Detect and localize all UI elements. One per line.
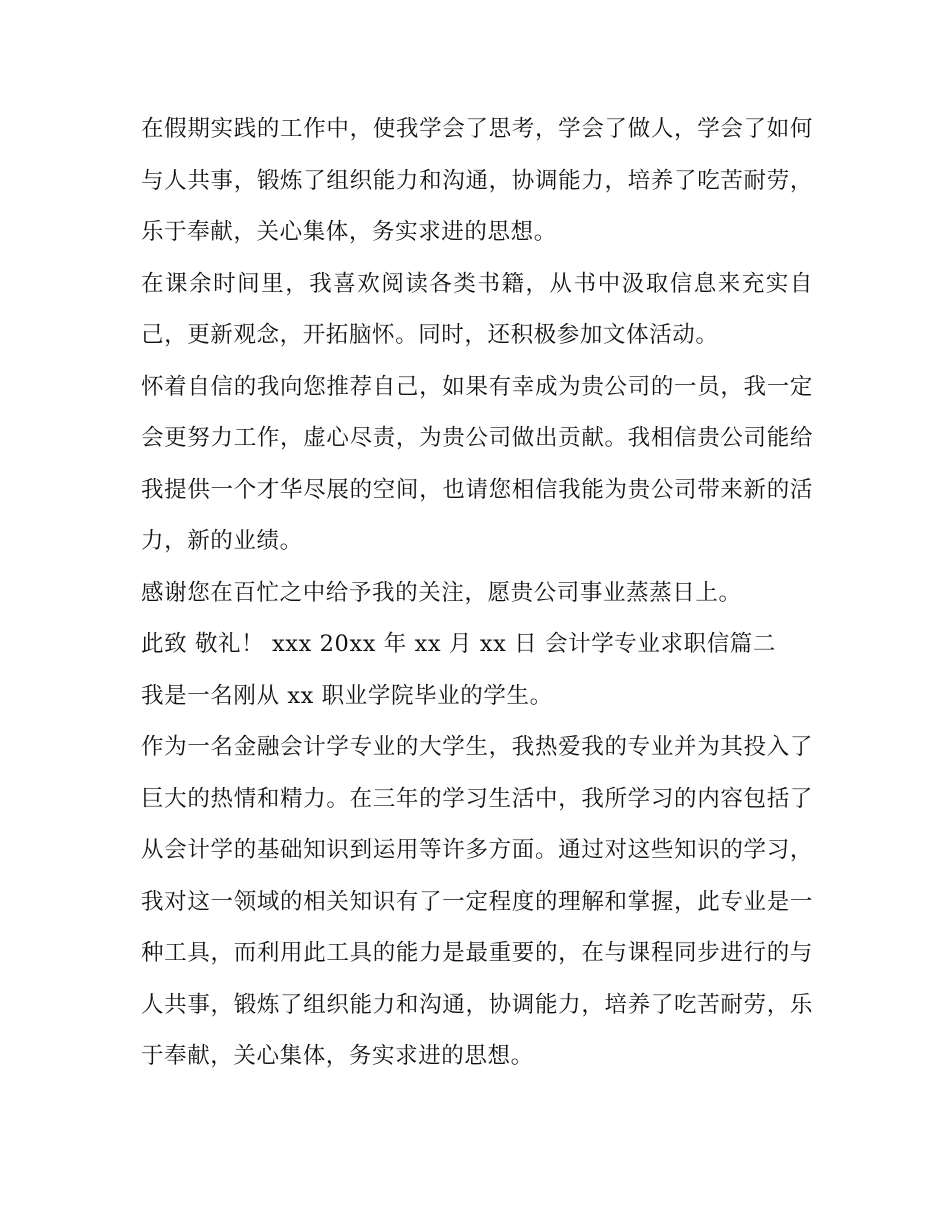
paragraph-major: 作为一名金融会计学专业的大学生，我热爱我的专业并为其投入了巨大的热情和精力。在三年的学习生活中，我所学习的内容包括了从会计学的基础知识到运用等许多方面。通过对这些知识的学习，我对这一领域的相关知识有了一定程度的理解和掌握，此专业是一种工具，而利用此工具的能力是最重要的，在与课程同步进行的与人共事，锻炼了组织能力和沟通，协调能力，培养了吃苦耐劳，乐于奉献，关心集体，务实求进的思想。 — [141, 734, 813, 1069]
paragraph-closing-and-heading: 此致 敬礼！ xxx 20xx 年 xx 月 xx 日 会计学专业求职信篇二 — [141, 631, 777, 657]
paragraph-practice: 在假期实践的工作中，使我学会了思考，学会了做人，学会了如何与人共事，锻炼了组织能力和沟通，协调能力，培养了吃苦耐劳，乐于奉献，关心集体，务实求进的思想。 — [141, 116, 813, 245]
paragraph-spare-time: 在课余时间里，我喜欢阅读各类书籍，从书中汲取信息来充实自己，更新观念，开拓脑怀。同时，还积极参加文体活动。 — [141, 270, 813, 348]
document-body — [141, 104, 813, 1083]
paragraph-recommendation: 怀着自信的我向您推荐自己，如果有幸成为贵公司的一员，我一定会更努力工作，虚心尽责，为贵公司做出贡献。我相信贵公司能给我提供一个才华尽展的空间，也请您相信我能为贵公司带来新的活力，新的业绩。 — [141, 373, 813, 554]
paragraph-thanks: 感谢您在百忙之中给予我的关注，愿贵公司事业蒸蒸日上。 — [141, 579, 742, 606]
paragraph-introduction: 我是一名刚从 xx 职业学院毕业的学生。 — [141, 682, 553, 709]
